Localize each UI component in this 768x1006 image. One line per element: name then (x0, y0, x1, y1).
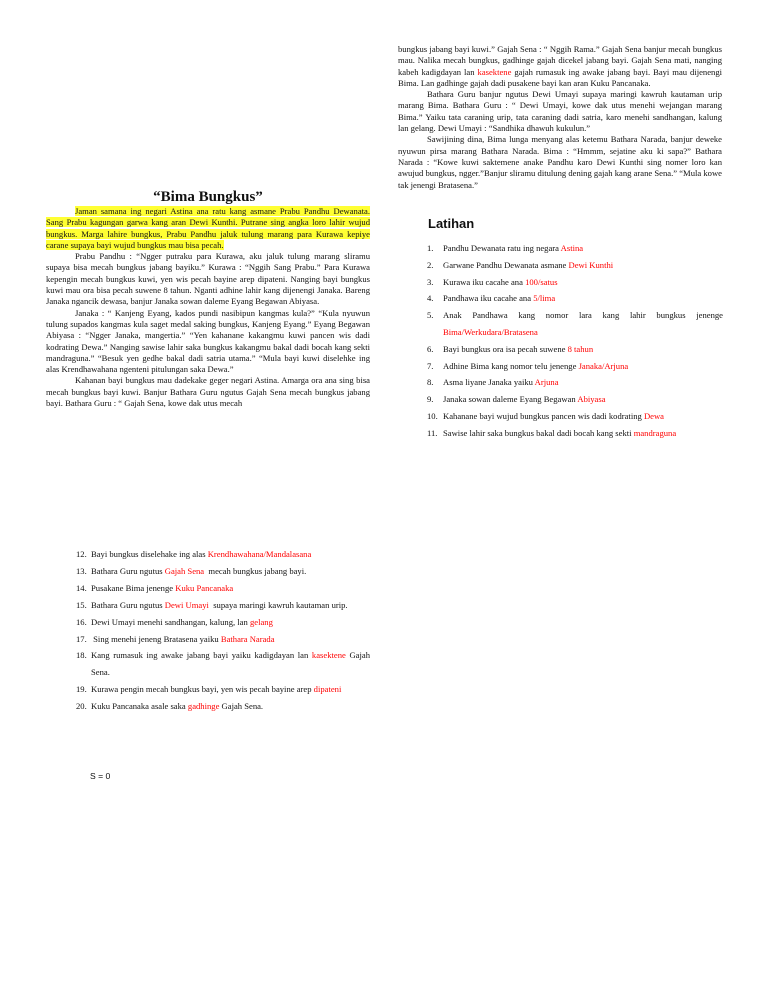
answer-text: 5/lima (533, 293, 556, 304)
story-title: “Bima Bungkus” (153, 189, 263, 205)
exercise-item (427, 374, 723, 391)
item-number: 8. (427, 377, 434, 388)
question-text: Kahanane bayi wujud bungkus pancen wis dadi kodrating (443, 410, 644, 421)
story-intro (46, 206, 370, 251)
item-number: 13. (76, 565, 87, 576)
item-number: 1. (427, 243, 434, 253)
question-tail: Gajah Sena. (219, 701, 264, 712)
answer-text: Arjuna (534, 377, 559, 388)
exercise-item (76, 580, 370, 597)
answer-text: 8 tahun (567, 343, 594, 354)
exercise-item (76, 698, 370, 715)
answer-text: kasektene (311, 650, 346, 661)
answer-text: dipateni (313, 684, 342, 695)
answer-text: 100/satus (525, 276, 558, 287)
item-number: 10. (427, 410, 438, 421)
question-text: Adhine Bima kang nomor telu jenenge (443, 360, 579, 371)
story-paragraph: Prabu Pandhu : “Ngger putraku para Kurawa, aku jaluk tulung marang sliramu supaya bisa mecah bungkus jabang bayiku.” Kurawa : “Nggih Sang Prabu.” Para Kurawa kepengin mecah bungkus kuwi, yen wis pecah bayine arep dipateni. Nanging bayi bungkus kuwi mau ora bisa pecah suwene 8 tahun. Nganti adhine lahir kang dijenengi Janaka. Bareng Janaka ngancik dewasa, banjur Janaka sowan daleme Eyang Begawan Abiyasa. (46, 251, 370, 307)
answer-text: mandraguna (633, 427, 677, 438)
item-number: 12. (76, 549, 87, 559)
exercise-item (76, 614, 370, 631)
exercise-item (76, 563, 370, 580)
question-text: Kurawa iku cacahe ana (443, 276, 526, 287)
exercise-item (427, 425, 723, 442)
question-text: Bayi bungkus diselehake ing alas (91, 549, 208, 559)
answer-text: Krendhawahana/Mandalasana (207, 549, 312, 559)
answer-text: Bima/Werkudara/Bratasena (443, 326, 538, 337)
score-label: S = 0 (90, 771, 111, 781)
answer-text: gadhinge (187, 701, 220, 712)
answer-text: gelang (249, 616, 273, 627)
question-text: Bayi bungkus ora isa pecah suwene (443, 343, 568, 354)
story-paragraph: Janaka : “ Kanjeng Eyang, kados pundi nasibipun kangmas kula?” “Kula nyuwun tulung supados kangmas kula saget medal saking bungkus, Kanjeng Eyang.” Eyang Begawan Abiyasa : “Ngger Janaka, mangertia.” “Yen kahanane kakangmu kuwi pancen wis dadi kodrating Dewa.” Nanging sawise lahir saka bungkus kakangmu bakal dadi bocah kang sekti mandraguna.” “Besuk yen gedhe bakal dadi satria utama.” “Mula bayi kuwi diselehke ing alas Krendhawahana ngenteni pitulungan saka Dewa.” (46, 307, 370, 375)
answer-text: Kuku Pancanaka (175, 582, 234, 593)
answer-text: Bathara Narada (220, 633, 275, 644)
highlighted-intro: Jaman samana ing negari Astina ana ratu kang asmane Prabu Pandhu Dewanata. Sang Prabu kagungan garwa kang aran Dewi Kunthi. Putrane sing angka loro lahir wujud bungkus. Marga lahire bungkus, Prabu Pandhu jaluk tulung marang para Kurawa kepiye carane supaya bayi wujud bungkus mau bisa pecah. (46, 206, 370, 250)
question-text: Asma liyane Janaka yaiku (443, 377, 535, 388)
story-paragraph (398, 44, 722, 89)
item-number: 11. (427, 427, 438, 438)
question-text: Kang rumasuk ing awake jabang bayi yaiku kadigdayan lan (91, 650, 312, 661)
question-text: Kurawa pengin mecah bungkus bayi, yen wis pecah bayine arep (91, 684, 314, 695)
answer-text: Abiyasa (577, 394, 606, 405)
item-number: 3. (427, 276, 434, 287)
exercise-item (427, 257, 723, 274)
exercise-list-first (427, 240, 726, 442)
exercise-item (427, 391, 723, 408)
story-body (46, 206, 370, 409)
question-text: Garwane Pandhu Dewanata asmane (443, 259, 569, 270)
story-text: gajah rumasuk ing awake jabang bayi. Bayi mau dijenengi Bima. Lan gadhinge gajah dadi pusakene bayi kan aran Kuku Pancanaka. (398, 66, 723, 88)
question-text: Kuku Pancanaka asale saka (91, 701, 188, 712)
question-text: Pandhawa iku cacahe ana (443, 293, 534, 304)
item-number: 14. (76, 582, 87, 593)
item-number: 15. (76, 599, 87, 610)
exercise-item (76, 647, 373, 681)
answer-text: Astina (560, 243, 584, 253)
item-number: 19. (76, 684, 87, 695)
answer-text: Dewa (643, 410, 664, 421)
exercise-item (76, 681, 370, 698)
story-paragraph: Kahanan bayi bungkus mau dadekake geger negari Astina. Amarga ora ana sing bisa mecah bungkus bayi kuwi. Banjur Bathara Guru ngutus Gajah Sena mecah bungkus jabang bayi. Bathara Guru : “ Gajah Sena, kowe dak utus mecah (46, 375, 370, 409)
exercise-item (76, 597, 370, 614)
story-text: bungkus jabang bayi kuwi.” Gajah Sena : “ Nggih Rama.” Gajah Sena banjur mecah bungkus mau. Nalika mecah bungkus, gadhinge gajah dicekel jabang bayi. Gajah Sena mati, nanging kabeh kadigdayan lan (398, 44, 722, 77)
item-number: 16. (76, 616, 87, 627)
exercise-item (76, 631, 370, 648)
question-text: Bathara Guru ngutus (91, 565, 165, 576)
exercise-item (76, 546, 370, 563)
answer-text: Janaka/Arjuna (578, 360, 629, 371)
question-text: Anak Pandhawa kang nomor lara kang lahir bungkus jenenge (443, 310, 726, 321)
item-number: 4. (427, 293, 434, 304)
exercise-item (427, 240, 723, 257)
exercise-item (427, 408, 723, 425)
item-number: 18. (76, 650, 87, 661)
story-paragraph: Sawijining dina, Bima lunga menyang alas ketemu Bathara Narada, banjur deweke nyuwun pirsa marang Bathara Narada. Bima : “Hmmm, sejatine aku ki sapa?” Bathara Narada : “Kowe kuwi saktemene anake Pandhu karo Dewi Kunthi sing nomer loro kan awujud bungkus, ngger.”Banjur sliramu ditulung dening gajah kang arane Sena.” “Mula kowe tak jenengi Bratasena.” (398, 134, 722, 190)
item-number: 6. (427, 343, 434, 354)
question-tail: supaya maringi kawruh kautaman urip. (208, 599, 348, 610)
answer-text: Gajah Sena (164, 565, 205, 576)
item-number: 20. (76, 701, 87, 712)
question-text: Janaka sowan daleme Eyang Begawan (443, 394, 578, 405)
item-number: 9. (427, 394, 434, 405)
question-text: Sawise lahir saka bungkus bakal dadi bocah kang sekti (443, 427, 634, 438)
exercise-list-second (76, 546, 373, 715)
exercise-heading: Latihan (428, 216, 475, 231)
exercise-item (427, 274, 723, 291)
exercise-item (427, 307, 726, 341)
question-text: Sing menehi jeneng Bratasena yaiku (91, 633, 221, 644)
exercise-item (427, 341, 723, 358)
item-number: 7. (427, 360, 434, 371)
answer-text: Dewi Kunthi (568, 259, 614, 270)
question-tail: mecah bungkus jabang bayi. (204, 565, 307, 576)
question-text: Bathara Guru ngutus (91, 599, 165, 610)
question-tail: Gajah Sena. (91, 650, 373, 678)
item-number: 5. (427, 310, 434, 321)
item-number: 17. (76, 633, 87, 644)
answer-text: Dewi Umayi (164, 599, 209, 610)
question-text: Dewi Umayi menehi sandhangan, kalung, lan (91, 616, 250, 627)
story-paragraph: Bathara Guru banjur ngutus Dewi Umayi supaya maringi kawruh kautaman urip marang Bima. Bathara Guru : “ Dewi Umayi, kowe dak utus menehi wejangan marang Bima.” Yaiku tata caraning urip, tata caraning dadi satria, karo menehi sandhangan, kalung lan gelang. Dewi Umayi : “Sandhika dhawuh kukulun.” (398, 89, 722, 134)
exercise-item (427, 358, 723, 375)
question-text: Pusakane Bima jenenge (91, 582, 176, 593)
highlighted-word: kasektene (477, 66, 512, 77)
exercise-item (427, 290, 723, 307)
item-number: 2. (427, 259, 434, 270)
story-continuation (398, 44, 722, 191)
question-text: Pandhu Dewanata ratu ing negara (443, 243, 561, 253)
